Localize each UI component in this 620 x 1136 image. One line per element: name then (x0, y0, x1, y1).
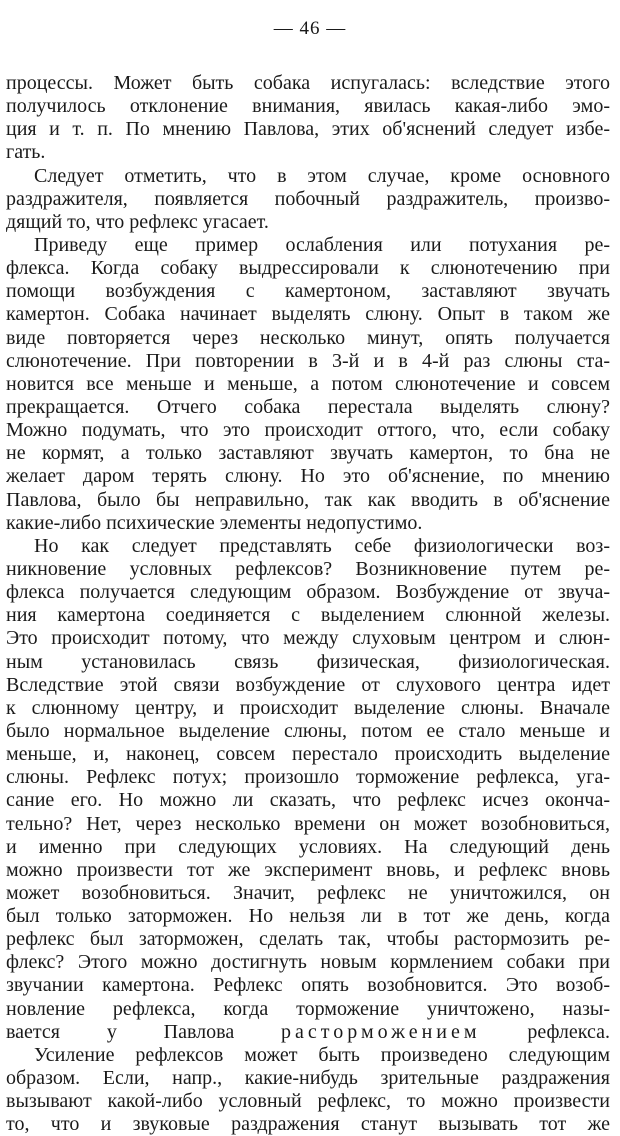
text-line: может возобновиться. Значит, рефлекс не уничтожился, он (6, 881, 610, 904)
text-line: никновение условных рефлексов? Возникновение путем ре- (6, 557, 610, 580)
text-line: к слюнному центру, и происходит выделение слюны. Вначале (6, 696, 610, 719)
spaced-emphasis: жением (391, 1020, 481, 1043)
text-line: то, что и звуковые раздражения станут вызывать тот же (6, 1113, 610, 1136)
text-line: тельно? Нет, через несколько времени он может возобновиться, (6, 812, 610, 835)
text-line: можно произвести тот же эксперимент вновь, и рефлекс вновь (6, 858, 610, 881)
text-line: меньше, и, наконец, совсем перестало происходить выделение (6, 743, 610, 766)
text-line: флекса получается следующим образом. Возбуждение от звуча- (6, 581, 610, 604)
text-line: Усиление рефлексов может быть произведено следующим (34, 1043, 610, 1066)
text-line: Следует отметить, что в этом случае, кроме основного (34, 164, 610, 187)
text-line: получилось отклонение внимания, явилась какая-либо эмо- (6, 95, 610, 118)
text-line: ния камертона соединяется с выделением слюнной железы. (6, 604, 610, 627)
text-line: сание его. Но можно ли сказать, что рефлекс исчез оконча- (6, 789, 610, 812)
text-line: помощи возбуждения с камертоном, заставляют звучать (6, 280, 610, 303)
text-line: раздражителя, появляется побочный раздражитель, произво- (6, 187, 610, 210)
text-line: слюны. Рефлекс потух; произошло торможение рефлекса, уга- (6, 766, 610, 789)
text-line: Но как следует представлять себе физиологически воз- (34, 534, 610, 557)
text-line: какие-либо психические элементы недопустимо. (6, 511, 423, 534)
text-line (6, 1021, 610, 1044)
text-line: процессы. Может быть собака испугалась: вследствие этого (6, 72, 610, 94)
text-segment: вается у Павлова (6, 1020, 282, 1043)
text-line: желает даром терять слюну. Но это об'яснение, по мнению (6, 465, 610, 488)
text-line: камертон. Собака начинает выделять слюну. Опыт в таком же (6, 303, 610, 326)
text-line: ным установилась связь физическая, физиологическая. (6, 650, 610, 673)
text-segment: рефлекса. (480, 1020, 610, 1043)
text-line: слюнотечение. При повторении в 3-й и в 4-й раз слюны ста- (6, 349, 610, 372)
text-line: рефлекс был заторможен, сделать так, чтобы растормозить ре- (6, 928, 610, 951)
text-line: образом. Если, напр., какие-нибудь зрительные раздражения (6, 1067, 610, 1090)
text-line: флекс? Этого можно достигнуть новым кормлением собаки при (6, 951, 610, 974)
text-line: был только заторможен. Но нельзя ли в тот же день, когда (6, 905, 610, 928)
text-line: гать. (6, 141, 46, 164)
text-line: и именно при следующих условиях. На следующий день (6, 835, 610, 858)
body-text (6, 72, 610, 1136)
spaced-emphasis: растормо (281, 1020, 392, 1043)
text-line: Это происходит потому, что между слуховым центром и слюн- (6, 627, 610, 650)
text-line: новление рефлекса, когда торможение уничтожено, назы- (6, 997, 610, 1020)
text-line: Павлова, было бы неправильно, так как вводить в об'яснение (6, 488, 610, 511)
text-line: было нормальное выделение слюны, потом ее стало меньше и (6, 719, 610, 742)
text-line: вызывают какой-либо условный рефлекс, то можно произвести (6, 1090, 610, 1113)
text-line: новится все меньше и меньше, а потом слюнотечение и совсем (6, 372, 610, 395)
text-line: Вследствие этой связи возбуждение от слухового центра идет (6, 673, 610, 696)
text-line: прекращается. Отчего собака перестала выделять слюну? (6, 395, 610, 418)
text-line: не кормят, а только заставляют звучать камертон, то бна не (6, 442, 610, 465)
text-line: ция и т. п. По мнению Павлова, этих об'яснений следует избе- (6, 118, 610, 141)
page-number: — 46 — (273, 18, 347, 39)
text-line: Приведу еще пример ослабления или потухания ре- (34, 233, 610, 256)
text-line: флекса. Когда собаку выдрессировали к слюнотечению при (6, 257, 610, 280)
text-line: звучании камертона. Рефлекс опять возобновится. Это возоб- (6, 974, 610, 997)
text-line: виде повторяется через несколько минут, опять получается (6, 326, 610, 349)
text-line: дящий то, что рефлекс угасает. (6, 210, 269, 233)
text-line: Можно подумать, что это происходит оттого, что, если собаку (6, 419, 610, 442)
